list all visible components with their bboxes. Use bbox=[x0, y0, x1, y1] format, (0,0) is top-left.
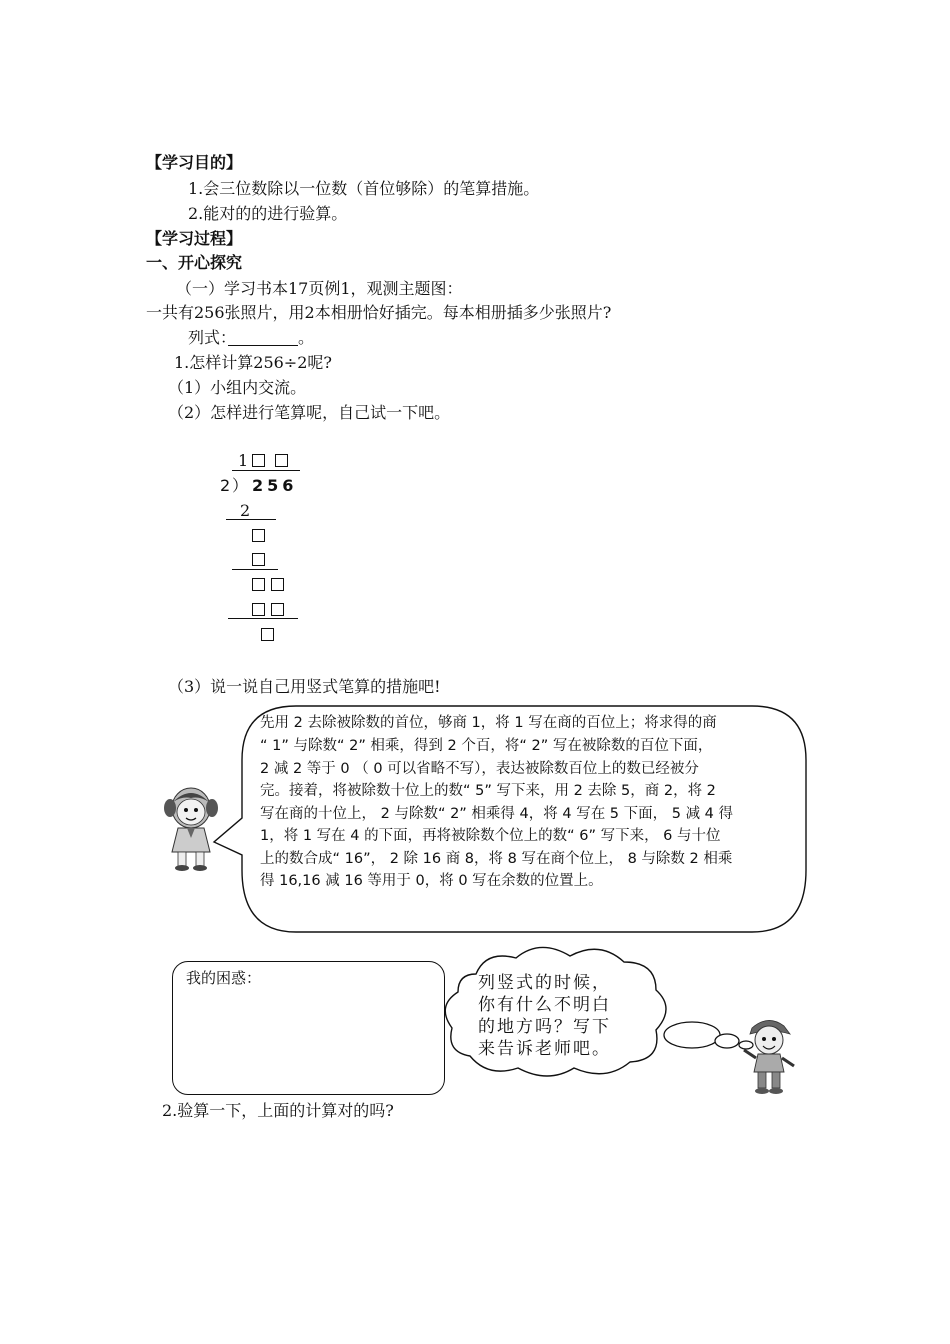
section-title: 一、开心探究 bbox=[146, 253, 243, 272]
objective-item-1: 1.会三位数除以一位数（首位够除）的笔算措施。 bbox=[188, 179, 540, 198]
explanation-line: 得 16,16 减 16 等用于 0，将 0 写在余数的位置上。 bbox=[260, 873, 603, 889]
explanation-line: 先用 2 去除被除数的首位，够商 1，将 1 写在商的百位上；将求得的商 bbox=[260, 715, 717, 731]
quotient-first-digit: 1 bbox=[238, 451, 249, 470]
explanation-line: 完。接着，将被除数十位上的数“ 5” 写下来，用 2 去除 5，商 2，将 2 bbox=[260, 783, 716, 799]
thought-line: 列竖式的时候， bbox=[478, 973, 611, 993]
explanation-line: 1，将 1 写在 4 的下面，再将被除数个位上的数“ 6” 写下来， 6 与十位 bbox=[260, 828, 721, 844]
dividend: 256 bbox=[252, 476, 298, 495]
equation-label: 列式： bbox=[188, 328, 237, 347]
objectives-heading: 【学习目的】 bbox=[146, 153, 243, 172]
explanation-line: 上的数合成“ 16”， 2 除 16 商 8，将 8 写在商个位上， 8 与除数 2 相乘 bbox=[260, 851, 733, 867]
thought-line: 的地方吗？写下 bbox=[478, 1017, 611, 1037]
question-2: 2.验算一下，上面的计算对的吗? bbox=[162, 1101, 394, 1120]
explanation-line: “ 1” 与除数“ 2” 相乘，得到 2 个百，将“ 2” 写在被除数的百位下面， bbox=[260, 738, 713, 754]
division-bracket: ） bbox=[232, 476, 249, 495]
question-1-step-1: （1）小组内交流。 bbox=[168, 378, 307, 397]
question-1-step-3: （3）说一说自己用竖式笔算的措施吧! bbox=[168, 677, 441, 696]
process-heading: 【学习过程】 bbox=[146, 229, 243, 248]
pirate-kid-cartoon-icon bbox=[738, 1012, 800, 1098]
thought-line: 来告诉老师吧。 bbox=[478, 1039, 611, 1059]
confusion-label: 我的困惑： bbox=[186, 969, 262, 987]
problem-text: 一共有256张照片，用2本相册恰好插完。每本相册插多少张照片? bbox=[146, 303, 612, 322]
thought-line: 你有什么不明白 bbox=[478, 995, 611, 1015]
equation-tail: 。 bbox=[298, 328, 315, 347]
question-1-step-2: （2）怎样进行笔算呢，自己试一下吧。 bbox=[168, 403, 451, 422]
divisor: 2 bbox=[220, 476, 231, 495]
first-product: 2 bbox=[240, 501, 251, 520]
objective-item-2: 2.能对的的进行验算。 bbox=[188, 204, 348, 223]
explanation-line: 写在商的十位上， 2 与除数“ 2” 相乘得 4，将 4 写在 5 下面， 5 减 4 得 bbox=[260, 806, 734, 822]
explanation-line: 2 减 2 等于 0 （ 0 可以省略不写），表达被除数百位上的数已经被分 bbox=[260, 761, 699, 777]
question-1: 1.怎样计算256÷2呢? bbox=[174, 353, 332, 372]
part-title: （一）学习书本17页例1，观测主题图： bbox=[176, 279, 463, 298]
